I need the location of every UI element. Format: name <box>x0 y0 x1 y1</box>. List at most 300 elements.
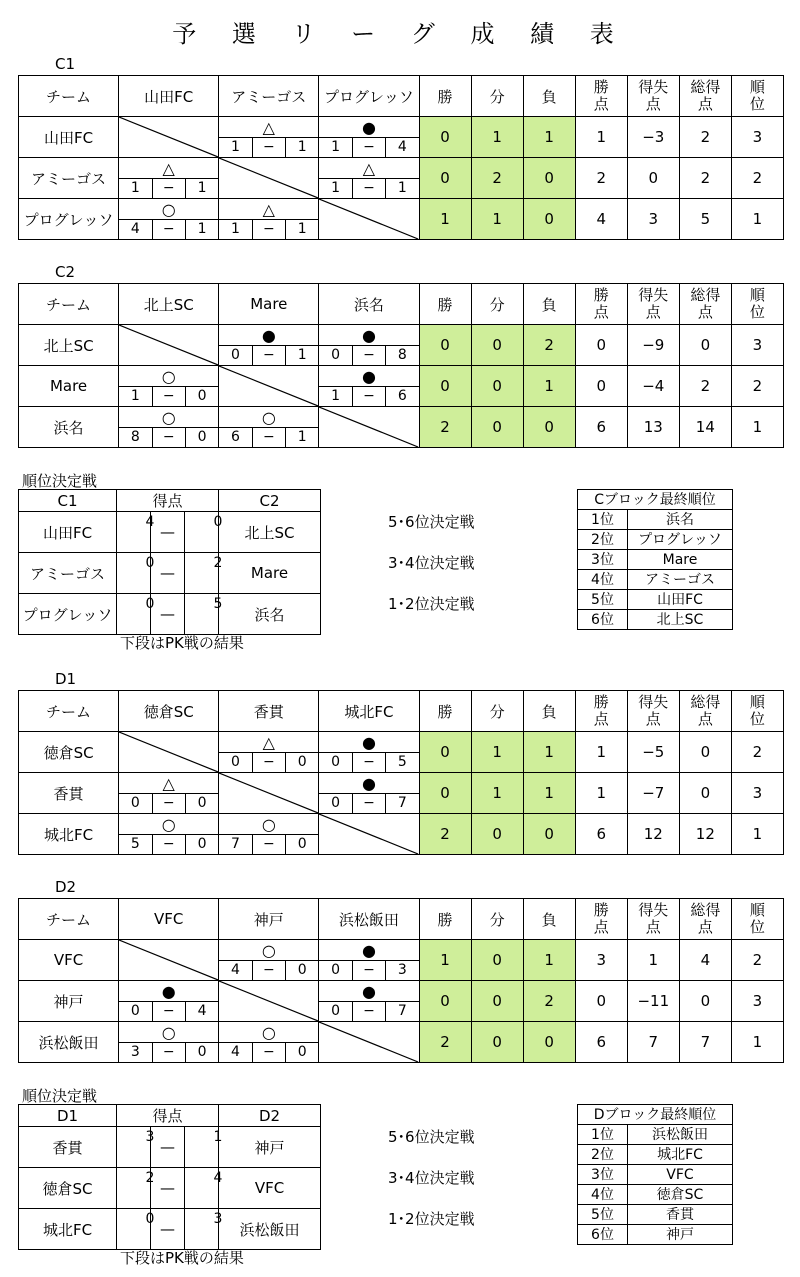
team-name: 浜松飯田 <box>19 1022 119 1063</box>
team-b: 神戸 <box>219 1127 321 1168</box>
goals-total: 2 <box>679 117 731 158</box>
goals-for: 3 <box>130 1044 140 1060</box>
draws: 1 <box>471 199 523 240</box>
match-result <box>219 814 319 855</box>
gf-header-line1: 総得 <box>690 693 721 711</box>
final-team: 山田FC <box>628 590 733 610</box>
match-score <box>319 752 418 772</box>
draws: 0 <box>471 1022 523 1063</box>
team-a: プログレッソ <box>19 594 117 635</box>
standings-table <box>18 75 784 240</box>
goals-against: 1 <box>185 220 218 239</box>
rank-header <box>731 76 783 117</box>
points-header-line2: 点 <box>593 95 609 113</box>
goals-total: 0 <box>679 773 731 814</box>
match-label: 5･6位決定戦 <box>388 513 475 531</box>
goals-against: 4 <box>185 1002 218 1021</box>
self-match <box>319 407 419 448</box>
wins: 0 <box>419 732 471 773</box>
goals-against: 1 <box>285 346 318 365</box>
result-icon: ○ <box>161 367 176 386</box>
result-icon: △ <box>162 159 175 178</box>
team-row <box>19 940 784 981</box>
pk-score <box>117 594 223 635</box>
pk-score <box>117 1127 223 1168</box>
team-a: 香貫 <box>19 1127 117 1168</box>
self-match <box>319 1022 419 1063</box>
match-result <box>219 407 319 448</box>
goals-for: 1 <box>230 221 240 237</box>
points: 4 <box>575 199 627 240</box>
wins: 1 <box>419 940 471 981</box>
gd-header-line2: 点 <box>645 918 661 936</box>
decision-label: 順位決定戦 <box>22 1087 98 1105</box>
team-name: 北上SC <box>19 325 119 366</box>
goals-total: 2 <box>679 366 731 407</box>
gf-header-line1: 総得 <box>690 286 721 304</box>
goal-diff: 13 <box>627 407 679 448</box>
gd-header <box>627 691 679 732</box>
team-row <box>19 158 784 199</box>
rank: 2 <box>731 940 783 981</box>
block-label: C2 <box>55 263 76 281</box>
header-row <box>19 76 784 117</box>
standings-table <box>18 690 784 855</box>
gf-header-line2: 点 <box>697 918 713 936</box>
score-dash: − <box>352 346 385 365</box>
goals-for: 0 <box>230 347 240 363</box>
goals-for: 0 <box>331 795 341 811</box>
self-match <box>119 117 219 158</box>
match-result <box>219 732 319 773</box>
score-dash: — <box>160 1179 175 1197</box>
final-ranking-row <box>578 1225 733 1245</box>
match-label: 3･4位決定戦 <box>388 554 475 572</box>
points-header <box>575 899 627 940</box>
draws: 0 <box>471 814 523 855</box>
opponent-header: 城北FC <box>319 691 419 732</box>
match-result <box>219 325 319 366</box>
final-ranking-row <box>578 1125 733 1145</box>
team-row <box>19 773 784 814</box>
score-dash: − <box>252 346 285 365</box>
team-row <box>19 407 784 448</box>
final-ranking-row <box>578 530 733 550</box>
goals-for: 6 <box>230 429 240 445</box>
goals-for: 1 <box>331 139 341 155</box>
team-name: VFC <box>19 940 119 981</box>
losses: 1 <box>523 117 575 158</box>
final-team: 北上SC <box>628 610 733 630</box>
team-a: アミーゴス <box>19 553 117 594</box>
diagonal-line <box>219 981 318 1021</box>
result-icon: ○ <box>261 815 276 834</box>
diagonal-line <box>219 366 318 406</box>
score-dash: − <box>252 961 285 980</box>
team-row <box>19 325 784 366</box>
diagonal-line <box>319 407 418 447</box>
points: 0 <box>575 366 627 407</box>
win-header: 勝 <box>419 691 471 732</box>
match-result <box>319 981 419 1022</box>
goals-for: 1 <box>331 180 341 196</box>
goals-for: 1 <box>331 388 341 404</box>
team-row <box>19 366 784 407</box>
team-row <box>19 814 784 855</box>
goals-for: 8 <box>130 429 140 445</box>
wins: 1 <box>419 199 471 240</box>
rank-header <box>731 284 783 325</box>
score-dash: — <box>160 523 175 541</box>
points: 1 <box>575 773 627 814</box>
final-rank: 1位 <box>578 1125 628 1145</box>
final-team: 浜松飯田 <box>628 1125 733 1145</box>
team-name: Mare <box>19 366 119 407</box>
result-icon: ○ <box>161 1023 176 1042</box>
score-dash: − <box>252 753 285 772</box>
final-ranking-row <box>578 510 733 530</box>
goals-against: 0 <box>185 387 218 406</box>
rank: 2 <box>731 732 783 773</box>
team-row <box>19 981 784 1022</box>
team-name: 浜名 <box>19 407 119 448</box>
final-ranking-table <box>577 489 733 630</box>
match-score <box>219 219 318 239</box>
wins: 0 <box>419 366 471 407</box>
goals-for: 4 <box>230 1044 240 1060</box>
goals-against: 0 <box>285 753 318 772</box>
match-label: 3･4位決定戦 <box>388 1169 475 1187</box>
match-score <box>219 427 318 447</box>
goal-diff: −9 <box>627 325 679 366</box>
draws: 1 <box>471 732 523 773</box>
header-row <box>19 691 784 732</box>
final-rank: 3位 <box>578 550 628 570</box>
match-score <box>119 1001 218 1021</box>
points-header-line2: 点 <box>593 303 609 321</box>
goals-against: 0 <box>285 961 318 980</box>
score-dash: − <box>152 179 185 198</box>
team-name: 香貫 <box>19 773 119 814</box>
goals-against: 1 <box>385 179 418 198</box>
goals-against: 1 <box>285 428 318 447</box>
win-header: 勝 <box>419 899 471 940</box>
score-dash: − <box>252 1043 285 1062</box>
opponent-header: 浜松飯田 <box>319 899 419 940</box>
goals-against: 1 <box>285 220 318 239</box>
losses: 0 <box>523 407 575 448</box>
draw-header: 分 <box>471 76 523 117</box>
match-score <box>219 345 318 365</box>
score-dash: − <box>252 220 285 239</box>
result-icon: △ <box>262 118 275 137</box>
goals-for: 0 <box>130 1003 140 1019</box>
decision-col-b: D2 <box>219 1105 321 1127</box>
decision-row <box>19 553 321 594</box>
decision-col-score: 得点 <box>117 1105 219 1127</box>
final-team: プログレッソ <box>628 530 733 550</box>
score-dash: − <box>252 138 285 157</box>
match-score <box>319 1001 418 1021</box>
losses: 2 <box>523 325 575 366</box>
result-icon: ● <box>361 774 376 793</box>
opponent-header: 山田FC <box>119 76 219 117</box>
score-dash: − <box>152 428 185 447</box>
gf-header <box>679 76 731 117</box>
score-dash: − <box>352 961 385 980</box>
goals-total: 0 <box>679 325 731 366</box>
final-ranking-row <box>578 1185 733 1205</box>
team-name: 徳倉SC <box>19 732 119 773</box>
match-result <box>319 117 419 158</box>
goals-against: 0 <box>185 1043 218 1062</box>
rank-header-line1: 順 <box>749 78 765 96</box>
pk-score <box>117 553 223 594</box>
score-dash: − <box>152 794 185 813</box>
final-rank: 6位 <box>578 1225 628 1245</box>
match-result <box>319 732 419 773</box>
final-team: 城北FC <box>628 1145 733 1165</box>
final-ranking-row <box>578 570 733 590</box>
points: 1 <box>575 732 627 773</box>
wins: 0 <box>419 981 471 1022</box>
opponent-header: プログレッソ <box>319 76 419 117</box>
match-result <box>119 1022 219 1063</box>
decision-table <box>18 1104 321 1250</box>
decision-row <box>19 1127 321 1168</box>
points-header <box>575 76 627 117</box>
final-ranking-row <box>578 610 733 630</box>
rank: 1 <box>731 814 783 855</box>
final-team: 香貫 <box>628 1205 733 1225</box>
rank-header-line2: 位 <box>749 303 765 321</box>
decision-col-a: D1 <box>19 1105 117 1127</box>
goals-for: 5 <box>130 836 140 852</box>
goal-diff: 7 <box>627 1022 679 1063</box>
win-header: 勝 <box>419 76 471 117</box>
match-result <box>319 773 419 814</box>
points-header-line2: 点 <box>593 918 609 936</box>
final-rank: 6位 <box>578 610 628 630</box>
rank: 2 <box>731 366 783 407</box>
points: 0 <box>575 325 627 366</box>
loss-header: 負 <box>523 76 575 117</box>
diagonal-line <box>319 814 418 854</box>
rank-header <box>731 691 783 732</box>
diagonal-line <box>319 1022 418 1062</box>
team-b: Mare <box>219 553 321 594</box>
goal-diff: −11 <box>627 981 679 1022</box>
final-rank: 3位 <box>578 1165 628 1185</box>
score-b: 2 <box>213 555 223 571</box>
final-ranking-row <box>578 550 733 570</box>
self-match <box>219 773 319 814</box>
wins: 0 <box>419 117 471 158</box>
match-result <box>319 325 419 366</box>
match-score <box>219 960 318 980</box>
team-name: 神戸 <box>19 981 119 1022</box>
goals-for: 0 <box>331 962 341 978</box>
opponent-header: 香貫 <box>219 691 319 732</box>
self-match <box>119 732 219 773</box>
goals-total: 2 <box>679 158 731 199</box>
match-score <box>119 178 218 198</box>
losses: 1 <box>523 773 575 814</box>
final-team: Mare <box>628 550 733 570</box>
match-result <box>119 158 219 199</box>
match-result <box>319 158 419 199</box>
goals-for: 7 <box>230 836 240 852</box>
score-dash: — <box>160 1220 175 1238</box>
rank-header-line1: 順 <box>749 901 765 919</box>
losses: 1 <box>523 732 575 773</box>
rank-header-line1: 順 <box>749 286 765 304</box>
draws: 2 <box>471 158 523 199</box>
points: 6 <box>575 814 627 855</box>
gd-header-line1: 得失 <box>638 286 669 304</box>
gf-header <box>679 284 731 325</box>
goals-against: 8 <box>385 346 418 365</box>
result-icon: △ <box>162 774 175 793</box>
result-icon: ○ <box>261 1023 276 1042</box>
draw-header: 分 <box>471 691 523 732</box>
match-result <box>119 814 219 855</box>
goals-total: 14 <box>679 407 731 448</box>
decision-col-b: C2 <box>219 490 321 512</box>
goals-total: 5 <box>679 199 731 240</box>
self-match <box>319 814 419 855</box>
team-header: チーム <box>19 76 119 117</box>
final-rank: 4位 <box>578 1185 628 1205</box>
score-dash: − <box>352 387 385 406</box>
score-a: 4 <box>145 514 155 530</box>
gd-header <box>627 899 679 940</box>
rank-header-line1: 順 <box>749 693 765 711</box>
score-dash: − <box>152 220 185 239</box>
result-icon: ● <box>261 326 276 345</box>
match-label: 5･6位決定戦 <box>388 1128 475 1146</box>
block-label: C1 <box>55 55 76 73</box>
team-row <box>19 732 784 773</box>
team-b: 浜松飯田 <box>219 1209 321 1250</box>
result-icon: ○ <box>261 941 276 960</box>
rank: 3 <box>731 981 783 1022</box>
points: 2 <box>575 158 627 199</box>
final-team: 神戸 <box>628 1225 733 1245</box>
gd-header-line2: 点 <box>645 303 661 321</box>
gd-header-line1: 得失 <box>638 78 669 96</box>
rank: 3 <box>731 117 783 158</box>
gf-header-line2: 点 <box>697 303 713 321</box>
result-icon: △ <box>262 733 275 752</box>
team-row <box>19 117 784 158</box>
losses: 1 <box>523 940 575 981</box>
match-score <box>119 386 218 406</box>
score-a: 0 <box>145 1211 155 1227</box>
goals-against: 5 <box>385 753 418 772</box>
match-result <box>119 981 219 1022</box>
goals-for: 1 <box>230 139 240 155</box>
goals-total: 0 <box>679 981 731 1022</box>
team-name: プログレッソ <box>19 199 119 240</box>
goals-for: 0 <box>331 754 341 770</box>
points-header-line2: 点 <box>593 710 609 728</box>
points: 6 <box>575 1022 627 1063</box>
self-match <box>219 366 319 407</box>
opponent-header: アミーゴス <box>219 76 319 117</box>
draws: 1 <box>471 117 523 158</box>
standings-table <box>18 283 784 448</box>
score-a: 0 <box>145 555 155 571</box>
decision-col-score: 得点 <box>117 490 219 512</box>
result-icon: ○ <box>161 200 176 219</box>
loss-header: 負 <box>523 691 575 732</box>
opponent-header: VFC <box>119 899 219 940</box>
points: 6 <box>575 407 627 448</box>
score-dash: — <box>160 1138 175 1156</box>
result-icon: ● <box>361 367 376 386</box>
self-match <box>119 325 219 366</box>
goals-total: 4 <box>679 940 731 981</box>
score-dash: − <box>152 1043 185 1062</box>
goal-diff: 0 <box>627 158 679 199</box>
wins: 0 <box>419 158 471 199</box>
loss-header: 負 <box>523 284 575 325</box>
losses: 1 <box>523 366 575 407</box>
draws: 1 <box>471 773 523 814</box>
loss-header: 負 <box>523 899 575 940</box>
match-score <box>119 834 218 854</box>
goals-against: 3 <box>385 961 418 980</box>
wins: 2 <box>419 814 471 855</box>
gd-header-line2: 点 <box>645 710 661 728</box>
match-result <box>319 940 419 981</box>
gf-header-line1: 総得 <box>690 78 721 96</box>
diagonal-line <box>119 117 218 157</box>
self-match <box>319 199 419 240</box>
decision-col-a: C1 <box>19 490 117 512</box>
final-rank: 2位 <box>578 1145 628 1165</box>
losses: 0 <box>523 814 575 855</box>
score-b: 4 <box>213 1170 223 1186</box>
score-dash: — <box>160 564 175 582</box>
match-score <box>119 793 218 813</box>
rank: 1 <box>731 407 783 448</box>
goal-diff: −5 <box>627 732 679 773</box>
gf-header <box>679 899 731 940</box>
match-result <box>119 199 219 240</box>
rank: 1 <box>731 199 783 240</box>
wins: 0 <box>419 773 471 814</box>
team-a: 山田FC <box>19 512 117 553</box>
team-header: チーム <box>19 899 119 940</box>
team-row <box>19 1022 784 1063</box>
wins: 0 <box>419 325 471 366</box>
team-b: 浜名 <box>219 594 321 635</box>
result-icon: ○ <box>161 815 176 834</box>
match-score <box>219 752 318 772</box>
losses: 2 <box>523 981 575 1022</box>
match-result <box>219 199 319 240</box>
score-a: 2 <box>145 1170 155 1186</box>
goals-for: 0 <box>331 347 341 363</box>
draws: 0 <box>471 407 523 448</box>
result-icon: ○ <box>261 408 276 427</box>
score-dash: − <box>352 794 385 813</box>
goal-diff: 3 <box>627 199 679 240</box>
draws: 0 <box>471 366 523 407</box>
goals-against: 6 <box>385 387 418 406</box>
